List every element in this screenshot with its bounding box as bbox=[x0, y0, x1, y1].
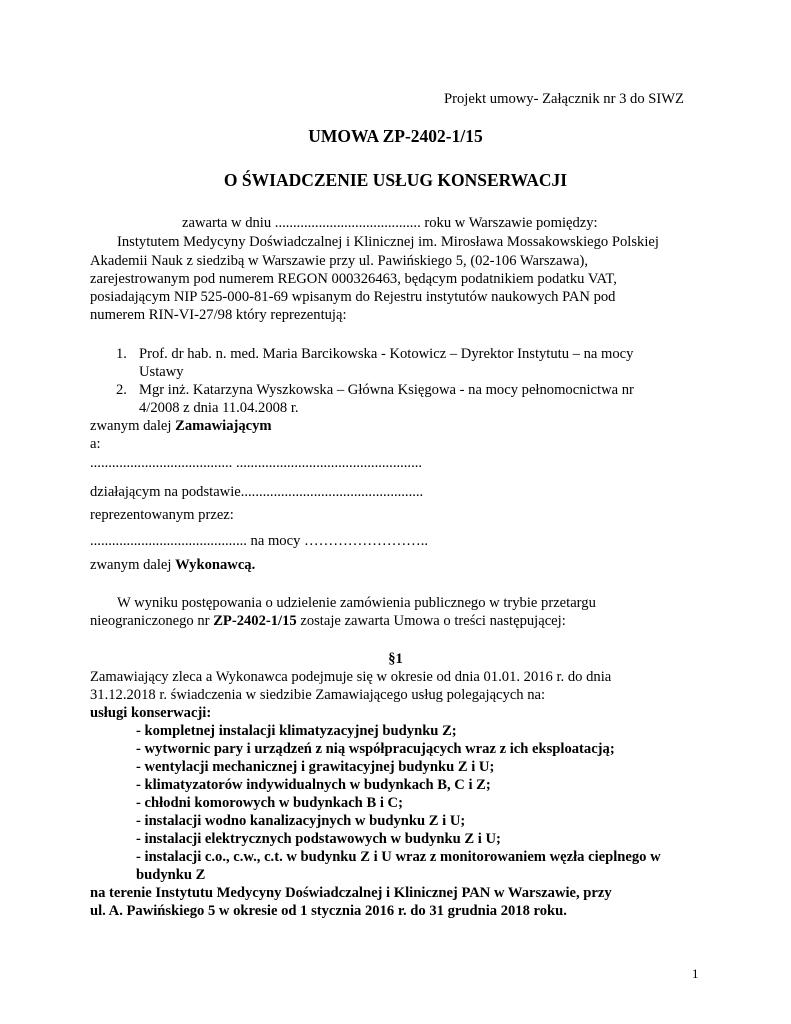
intro-paragraph-line: numerem RIN-VI-27/98 który reprezentują: bbox=[90, 307, 347, 323]
document-title: UMOWA ZP-2402-1/15 bbox=[308, 126, 483, 146]
intro-paragraph-line: Instytutem Medycyny Doświadczalnej i Klinicznej im. Mirosława Mossakowskiego Polskiej bbox=[117, 234, 659, 250]
wyniku-suffix: zostaje zawarta Umowa o treści następującej: bbox=[296, 613, 566, 629]
service-item: budynku Z bbox=[136, 867, 206, 883]
service-item: - chłodni komorowych w budynkach B i C; bbox=[136, 795, 403, 811]
a-label: a: bbox=[90, 436, 101, 452]
service-item: - instalacji elektrycznych podstawowych w budynku Z i U; bbox=[136, 831, 501, 847]
wykonawca-name: Wykonawcą. bbox=[175, 557, 256, 573]
intro-paragraph-line: posiadającym NIP 525-000-81-69 wpisanym do Rejestru instytutów naukowych PAN pod bbox=[90, 289, 616, 305]
list-number: 2. bbox=[116, 382, 127, 398]
intro-paragraph-line: zarejestrowanym pod numerem REGON 000326463, będącym podatnikiem podatku VAT, bbox=[90, 271, 617, 287]
contract-number: ZP-2402-1/15 bbox=[213, 613, 297, 629]
zamawiajacy-line bbox=[90, 418, 272, 435]
document-subtitle: O ŚWIADCZENIE USŁUG KONSERWACJI bbox=[223, 170, 568, 190]
intro-paragraph-line: Akademii Nauk z siedzibą w Warszawie przy ul. Pawińskiego 5, (02-106 Warszawa), bbox=[90, 253, 589, 269]
wyniku-line: W wyniku postępowania o udzielenie zamówienia publicznego w trybie przetargu bbox=[117, 595, 596, 611]
page-number: 1 bbox=[692, 966, 699, 981]
service-item: - wytwornic pary i urządzeń z nią współpracujących wraz z ich eksploatacją; bbox=[136, 741, 615, 757]
representative-line: 4/2008 z dnia 11.04.2008 r. bbox=[139, 400, 299, 416]
wyniku-prefix: nieograniczonego nr bbox=[90, 613, 214, 629]
intro-line: zawarta w dniu ........................................ roku w Warszawie pomiędzy: bbox=[182, 215, 598, 231]
reprezentowanym-line: reprezentowanym przez: bbox=[90, 507, 234, 523]
representative-line: Ustawy bbox=[139, 364, 184, 380]
dzialajacym-line: działającym na podstawie.................................................. bbox=[90, 484, 424, 500]
na-mocy-line: ........................................... na mocy …………………….. bbox=[90, 533, 429, 549]
section-heading: §1 bbox=[388, 651, 403, 667]
closing-line: ul. A. Pawińskiego 5 w okresie od 1 stycznia 2016 r. do 31 grudnia 2018 roku. bbox=[90, 903, 567, 919]
zamawiajacy-name: Zamawiającym bbox=[175, 418, 272, 434]
representative-line: Mgr inż. Katarzyna Wyszkowska – Główna Księgowa - na mocy pełnomocnictwa nr bbox=[139, 382, 634, 398]
services-label: usługi konserwacji: bbox=[90, 705, 212, 721]
service-item: - instalacji c.o., c.w., c.t. w budynku Z i U wraz z monitorowaniem węzła cieplnego w bbox=[136, 849, 661, 865]
representative-line: Prof. dr hab. n. med. Maria Barcikowska - Kotowicz – Dyrektor Instytutu – na mocy bbox=[139, 346, 634, 362]
wyniku-line-2 bbox=[90, 613, 566, 630]
blank-dots-line: ....................................... ................................................... bbox=[90, 455, 423, 471]
service-item: - instalacji wodno kanalizacyjnych w budynku Z i U; bbox=[136, 813, 466, 829]
closing-line: na terenie Instytutu Medycyny Doświadczalnej i Klinicznej PAN w Warszawie, przy bbox=[90, 885, 612, 901]
section-line: Zamawiający zleca a Wykonawca podejmuje się w okresie od dnia 01.01. 2016 r. do dnia bbox=[90, 669, 612, 685]
header-note: Projekt umowy- Załącznik nr 3 do SIWZ bbox=[444, 91, 684, 107]
wykonawca-prefix: zwanym dalej bbox=[90, 557, 176, 573]
service-item: - klimatyzatorów indywidualnych w budynkach B, C i Z; bbox=[136, 777, 491, 793]
service-item: - wentylacji mechanicznej i grawitacyjnej budynku Z i U; bbox=[136, 759, 495, 775]
zamawiajacy-prefix: zwanym dalej bbox=[90, 418, 176, 434]
wykonawca-line bbox=[90, 557, 255, 574]
service-item: - kompletnej instalacji klimatyzacyjnej budynku Z; bbox=[136, 723, 457, 739]
list-number: 1. bbox=[116, 346, 127, 362]
section-line: 31.12.2018 r. świadczenia w siedzibie Zamawiającego usług polegających na: bbox=[90, 687, 546, 703]
